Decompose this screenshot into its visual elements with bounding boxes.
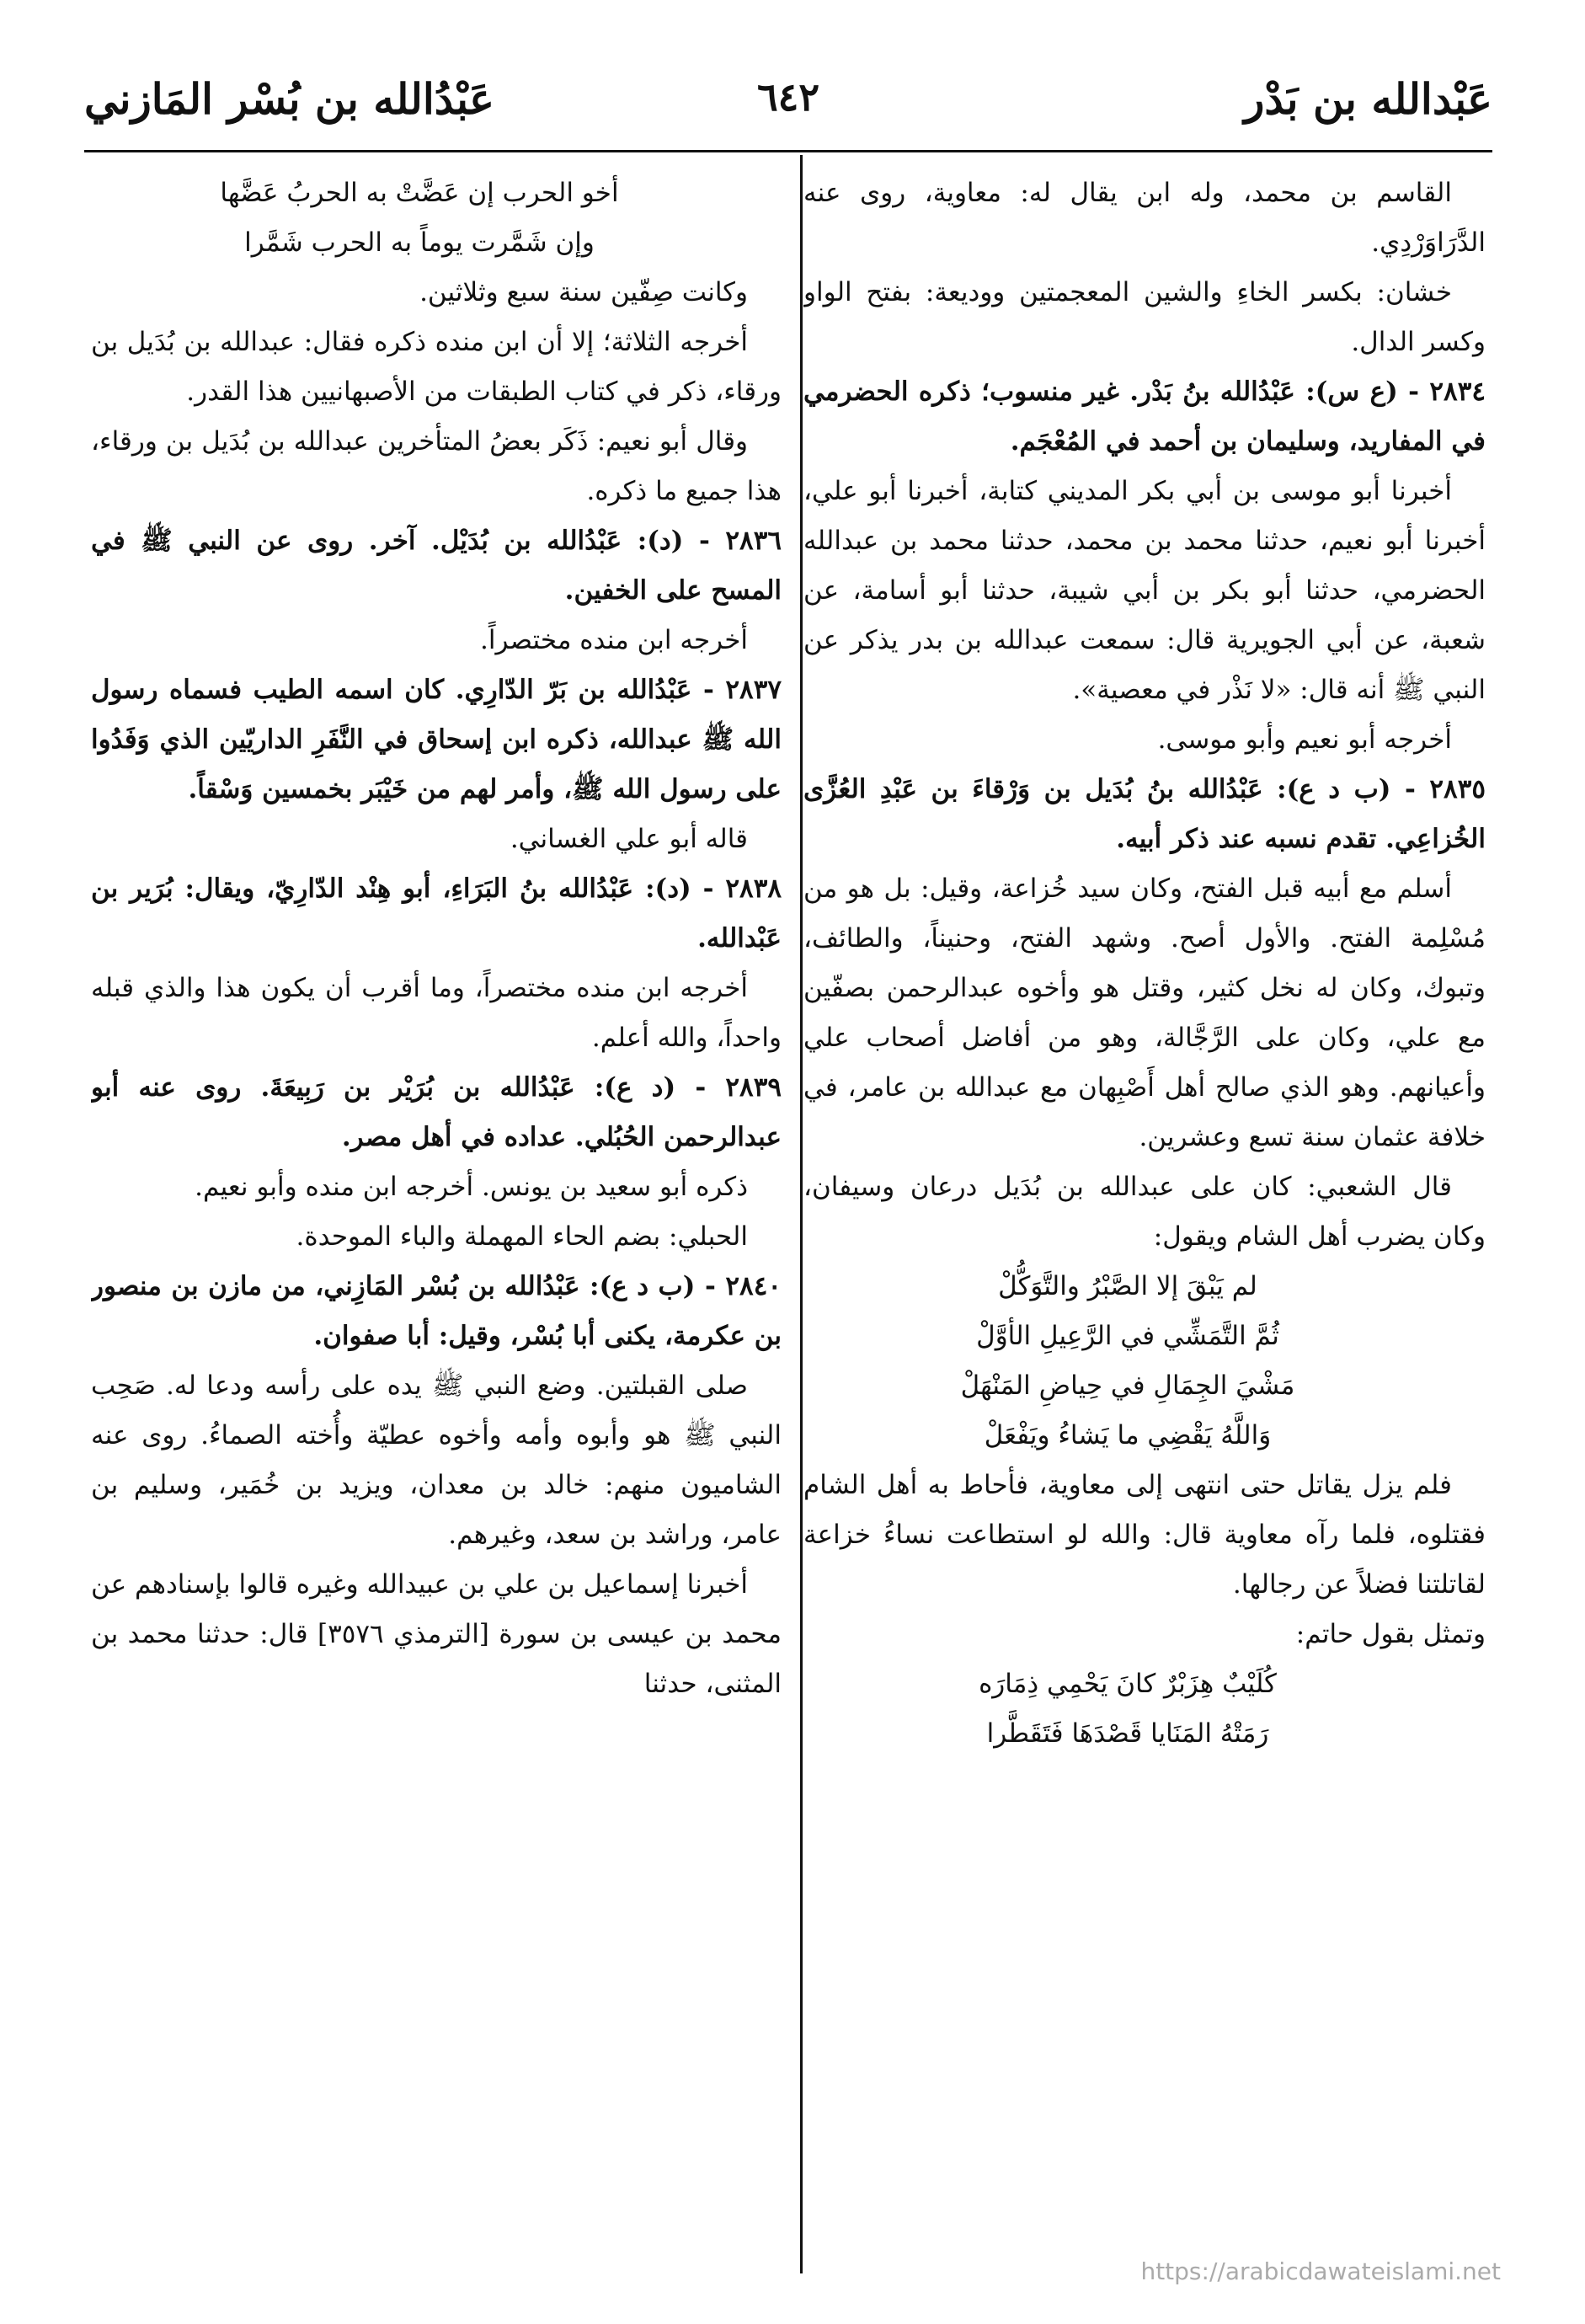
- paragraph: صلى القبلتين. وضع النبي ﷺ يده على رأسه ودعا له. صَحِب النبي ﷺ هو وأبوه وأمه وأخوه عطيّة وأُخته الصماءُ. روى عنه الشاميون منهم: خالد بن معدان، ويزيد بن خُمَير، وسليم بن عامر، وراشد بن سعد، وغيرهم.: [91, 1370, 782, 1550]
- entry-2835: ٢٨٣٥ - (ب د ع): عَبْدُالله بنُ بُدَيل بن وَرْقاءَ بن عَبْدِ العُزَّى الخُزاعِي. تقدم نسبه عند ذكر أبيه.: [803, 774, 1486, 854]
- paragraph: وقال أبو نعيم: ذَكَر بعضُ المتأخرين عبدالله بن بُدَيل بن ورقاء، هذا جميع ما ذكره.: [91, 426, 782, 506]
- paragraph: ذكره أبو سعيد بن يونس. أخرجه ابن منده وأبو نعيم.: [195, 1172, 748, 1202]
- column-divider: [800, 155, 803, 2273]
- right-column: [803, 168, 1486, 2274]
- paragraph: الحبلي: بضم الحاء المهملة والباء الموحدة.: [296, 1221, 748, 1252]
- paragraph: قال الشعبي: كان على عبدالله بن بُدَيل درعان وسيفان، وكان يضرب أهل الشام ويقول:: [803, 1172, 1486, 1252]
- header-left-title: عَبْدُالله بن بُسْر المَازني: [84, 74, 494, 124]
- entry-2837: ٢٨٣٧ - عَبْدُالله بن بَرّ الدّارِي. كان اسمه الطيب فسماه رسول الله ﷺ عبدالله، ذكره ابن إسحاق في النَّفَرِ الداريّين الذي وَفَدُوا على رسول الله ﷺ، وأمر لهم من خَيْبَر بخمسين وَسْقاً.: [91, 675, 782, 804]
- entry-2839: ٢٨٣٩ - (د ع): عَبْدُالله بن بُرَيْر بن رَبِيعَةَ. روى عنه أبو عبدالرحمن الحُبُلي. عداده في أهل مصر.: [91, 1072, 782, 1152]
- verse-line: وإن شَمَّرت يوماً به الحرب شَمَّرا: [244, 227, 595, 258]
- left-column: [91, 168, 782, 2274]
- running-header: [84, 74, 1492, 150]
- verse-line: كُلَيْبٌ هِزَبْرٌ كانَ يَحْمِي ذِمَارَه: [979, 1669, 1277, 1699]
- verse-line: وَاللَّهُ يَقْضِي ما يَشاءُ ويَفْعَلْ: [984, 1420, 1272, 1450]
- paragraph: قاله أبو علي الغساني.: [510, 824, 748, 854]
- paragraph: القاسم بن محمد، وله ابن يقال له: معاوية، روى عنه الدَّرَاوَرْدِي.: [803, 178, 1486, 258]
- paragraph: أخرجه الثلاثة؛ إلا أن ابن منده ذكره فقال: عبدالله بن بُدَيل بن ورقاء، ذكر في كتاب الطبقات من الأصبهانيين هذا القدر.: [91, 327, 782, 407]
- paragraph: وكانت صِفّين سنة سبع وثلاثين.: [419, 277, 748, 307]
- paragraph: خشان: بكسر الخاءِ والشين المعجمتين ووديعة: بفتح الواو وكسر الدال.: [803, 277, 1486, 357]
- entry-2840: ٢٨٤٠ - (ب د ع): عَبْدُالله بن بُسْر المَازِني، من مازن بن منصور بن عكرمة، يكنى أبا بُسْر، وقيل: أبا صفوان.: [91, 1271, 782, 1351]
- entry-2834: ٢٨٣٤ - (ع س): عَبْدُالله بنُ بَدْر. غير منسوب؛ ذكره الحضرمي في المفاريد، وسليمان بن أحمد في المُعْجَم.: [803, 377, 1486, 457]
- verse-line: رَمَتْهُ المَنَايا قَصْدَهَا فَتَقَطَّرا: [986, 1718, 1269, 1749]
- entry-2838: ٢٨٣٨ - (د): عَبْدُالله بنُ البَرَاءِ، أبو هِنْد الدّارِيّ، ويقال: بُرَير بن عَبْدالله.: [91, 874, 782, 954]
- header-right-title: عَبْدالله بن بَدْر: [1244, 74, 1492, 124]
- paragraph: أخبرنا أبو موسى بن أبي بكر المديني كتابة، أخبرنا أبو علي، أخبرنا أبو نعيم، حدثنا محمد بن محمد، حدثنا محمد بن عبدالله الحضرمي، حدثنا أبو بكر بن أبي شيبة، حدثنا أبو أسامة، عن شعبة، عن أبي الجويرية قال: سمعت عبدالله بن بدر يذكر عن النبي ﷺ أنه قال: «لا نَذْر في معصية».: [803, 476, 1486, 705]
- verse-line: مَشْيَ الجِمَالِ في حِياضِ المَنْهَلْ: [960, 1370, 1295, 1401]
- paragraph: أخرجه ابن منده مختصراً.: [480, 625, 748, 655]
- entry-2836: ٢٨٣٦ - (د): عَبْدُالله بن بُدَيْل. آخر. روى عن النبي ﷺ في المسح على الخفين.: [91, 526, 782, 606]
- paragraph: أخبرنا إسماعيل بن علي بن عبيدالله وغيره قالوا بإسنادهم عن محمد بن عيسى بن سورة [الترمذي ٣٥٧٦] قال: حدثنا محمد بن المثنى، حدثنا: [91, 1569, 782, 1699]
- paragraph: فلم يزل يقاتل حتى انتهى إلى معاوية، فأحاط به أهل الشام فقتلوه، فلما رآه معاوية قال: والله لو استطاعت نساءُ خزاعة لقاتلتنا فضلاً عن رجالها.: [803, 1470, 1486, 1600]
- header-rule: [84, 150, 1492, 152]
- page-number: ٦٤٢: [756, 74, 820, 120]
- paragraph: وتمثل بقول حاتم:: [1295, 1619, 1486, 1649]
- verse-line: لم يَبْقَ إلا الصَّبْرُ والتَّوَكُّلْ: [998, 1271, 1257, 1301]
- paragraph: أخرجه ابن منده مختصراً، وما أقرب أن يكون هذا والذي قبله واحداً، والله أعلم.: [91, 973, 782, 1053]
- paragraph: أسلم مع أبيه قبل الفتح، وكان سيد خُزاعة، وقيل: بل هو من مُسْلِمة الفتح. والأول أصح. وشهد الفتح، وحنيناً، والطائف، وتبوك، وكان له نخل كثير، وقتل هو وأخوه عبدالرحمن بصفّين مع علي، وكان على الرَّجَّالة، وهو من أفاضل أصحاب علي وأعيانهم. وهو الذي صالح أهل أَصْبِهان مع عبدالله بن عامر، في خلافة عثمان سنة تسع وعشرين.: [803, 874, 1486, 1152]
- paragraph: أخرجه أبو نعيم وأبو موسى.: [1157, 724, 1452, 755]
- verse-line: ثُمَّ التَّمَشِّي في الرَّعِيلِ الأوَّلْ: [976, 1321, 1279, 1351]
- verse-line: أخو الحرب إن عَضَّتْ به الحربُ عَضَّها: [220, 178, 619, 208]
- watermark-url: https://arabicdawateislami.net: [1140, 2257, 1501, 2285]
